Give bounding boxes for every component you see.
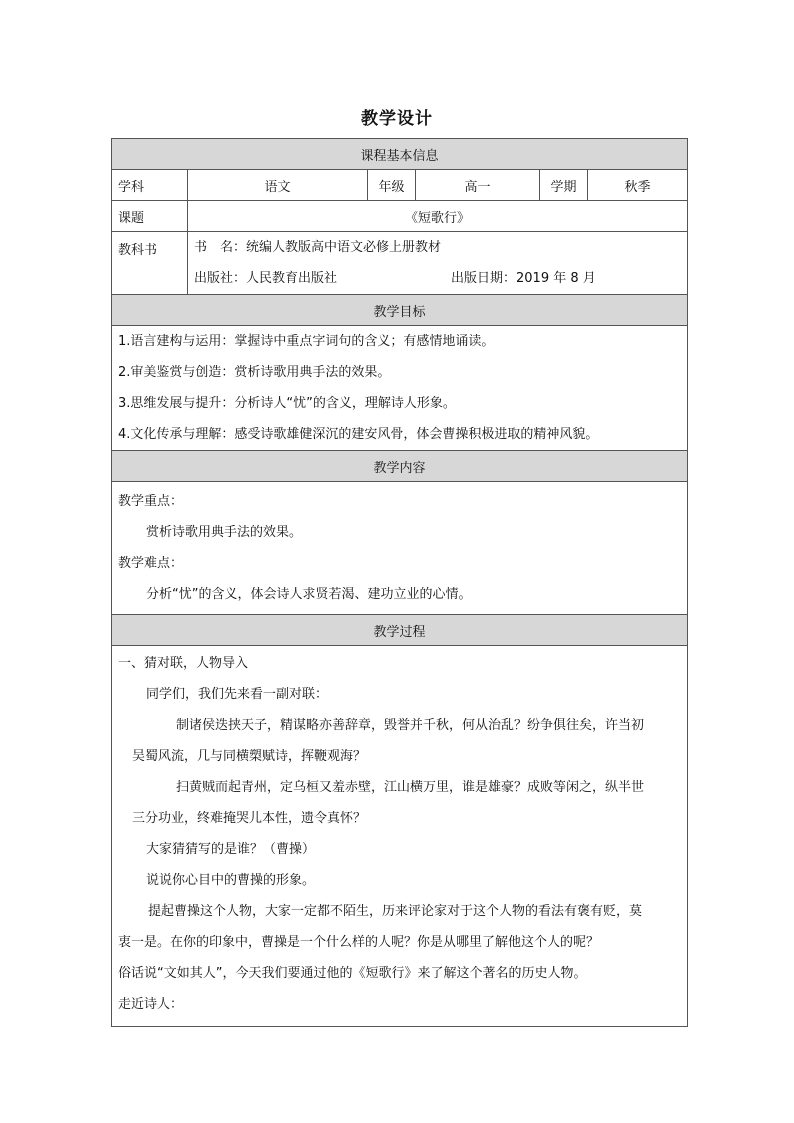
process-line: 走近诗人：	[118, 997, 184, 1012]
process-line: 说说你心目中的曹操的形象。	[146, 873, 316, 888]
key-point-text: 赏析诗歌用典手法的效果。	[146, 525, 303, 540]
subject-row	[112, 170, 688, 201]
topic-label: 课题	[112, 201, 188, 232]
objectives-header-row	[112, 295, 688, 326]
term-value: 秋季	[588, 170, 688, 201]
objectives-header: 教学目标	[112, 295, 688, 326]
process-line: 衷一是。在你的印象中，曹操是一个什么样的人呢？你是从哪里了解他这个人的呢？	[118, 935, 600, 950]
process-line: 同学们，我们先来看一副对联：	[146, 687, 329, 702]
term-label: 学期	[540, 170, 588, 201]
process-line: 三分功业，终难掩哭儿本性，遗令真怀？	[132, 811, 367, 826]
content-header: 教学内容	[112, 451, 688, 482]
basic-info-header: 课程基本信息	[112, 139, 688, 170]
basic-info-header-row	[112, 139, 688, 170]
content-row	[112, 482, 688, 615]
grade-value: 高一	[416, 170, 540, 201]
textbook-row	[112, 232, 688, 295]
textbook-label: 教科书	[112, 232, 188, 295]
difficulty-label: 教学难点：	[118, 556, 184, 571]
process-line: 一、猜对联，人物导入	[118, 656, 249, 671]
process-row	[112, 646, 688, 1027]
process-header-row	[112, 615, 688, 646]
topic-row	[112, 201, 688, 232]
process-line: 制诸侯迭挟天子，精谋略亦善辞章，毁誉并千秋，何从治乱？纷争俱往矣，许当初	[176, 718, 645, 733]
objective-item: 4.文化传承与理解：感受诗歌雄健深沉的建安风骨，体会曹操积极进取的精神风貌。	[118, 427, 599, 442]
lesson-plan-table	[111, 138, 688, 1027]
objective-item: 2.审美鉴赏与创造：赏析诗歌用典手法的效果。	[118, 365, 391, 380]
process-line: 大家猜猜写的是谁？（曹操）	[146, 842, 316, 857]
difficulty-text: 分析“忧”的含义，体会诗人求贤若渴、建功立业的心情。	[146, 587, 472, 602]
publisher-line	[194, 263, 687, 294]
grade-label: 年级	[368, 170, 416, 201]
process-body	[112, 646, 688, 1027]
publisher: 出版社：人民教育出版社	[194, 271, 338, 286]
objective-item: 1.语言建构与运用：掌握诗中重点字词句的含义；有感情地诵读。	[118, 334, 495, 349]
process-line: 吴蜀风流，几与同横槊赋诗，挥鞭观海？	[132, 749, 367, 764]
publish-date: 出版日期：2019 年 8 月	[451, 271, 596, 286]
process-header: 教学过程	[112, 615, 688, 646]
process-line: 扫黄贼而起青州，定乌桓又羞赤壁，江山横万里，谁是雄豪？成败等闲之，纵半世	[176, 780, 645, 795]
process-line: 提起曹操这个人物，大家一定都不陌生，历来评论家对于这个人物的看法有褒有贬，莫	[148, 904, 643, 919]
content-body	[112, 482, 688, 615]
topic-value: 《短歌行》	[188, 201, 688, 232]
textbook-info	[188, 232, 688, 295]
subject-label: 学科	[112, 170, 188, 201]
objectives-row	[112, 326, 688, 451]
textbook-name: 书 名：统编人教版高中语文必修上册教材	[194, 240, 442, 255]
objectives-list	[112, 326, 688, 451]
process-line: 俗话说“文如其人”，今天我们要通过他的《短歌行》来了解这个著名的历史人物。	[118, 966, 587, 981]
subject-value: 语文	[188, 170, 368, 201]
document-title: 教学设计	[361, 109, 433, 129]
content-header-row	[112, 451, 688, 482]
key-point-label: 教学重点：	[118, 494, 184, 509]
objective-item: 3.思维发展与提升：分析诗人“忧”的含义，理解诗人形象。	[118, 396, 456, 411]
